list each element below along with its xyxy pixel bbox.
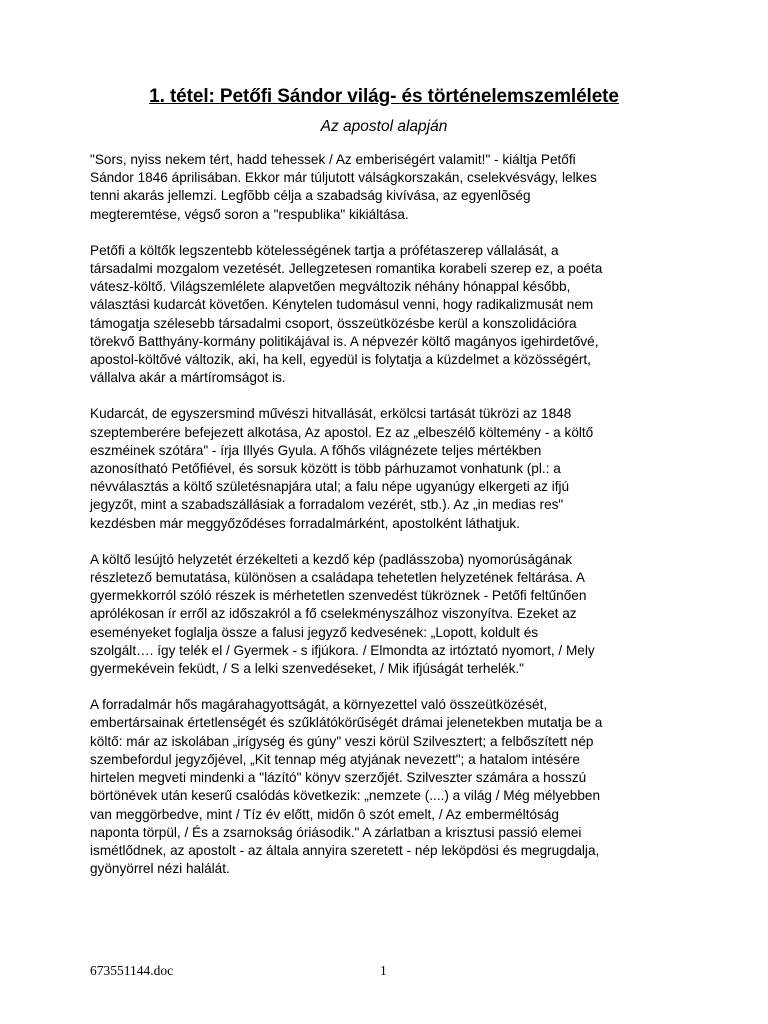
- text-line: azonosítható Petőfiével, és sorsuk között is több párhuzamot vonhatunk (pl.: a: [90, 461, 561, 477]
- text-line: embertársainak értetlenségét és szűklátókörűségét drámai jelenetekben mutatja be a: [90, 715, 603, 731]
- text-line: ismétlődnek, az apostolt - az általa annyira szeretett - nép leköpdösi és megrugdalja,: [90, 842, 600, 858]
- text-line: börtönévek után keserű csalódás következik: „nemzete (....) a világ / Még mélyebben: [90, 788, 601, 804]
- text-line: Kudarcát, de egyszersmind művészi hitvallását, erkölcsi tartását tükrözi az 1848: [90, 406, 572, 422]
- paragraph: [90, 242, 684, 388]
- text-line: hirtelen megveti mindenki a "lázító" könyv szerzőjét. Szilveszter számára a hosszú: [90, 770, 587, 786]
- text-line: gyermekévein feküdt, / S a lelki szenvedéseket, / Mik ifjúságát terhelék.": [90, 661, 524, 677]
- text-line: megteremtése, végső soron a "respublika" kikiáltása.: [90, 206, 409, 222]
- page-title: 1. tétel: Petőfi Sándor világ- és történelemszemlélete: [149, 86, 619, 107]
- footer-filename: 673551144.doc: [90, 963, 174, 978]
- text-line: gyönyörrel nézi halálát.: [90, 861, 230, 877]
- footer-page-number: 1: [380, 963, 387, 978]
- text-line: részletező bemutatása, különösen a családapa tehetetlen helyzetének feltárása. A: [90, 570, 585, 586]
- text-line: tenni akarás jellemzi. Legfõbb célja a szabadság kivívása, az egyenlõség: [90, 188, 531, 204]
- text-line: jegyzőt, mint a szabadszállásiak a forradalom vezérét, stb.). Az „in medias res": [90, 497, 564, 513]
- text-line: apostol-költővé változik, aki, ha kell, egyedül is folytatja a küzdelmet a közösségért,: [90, 352, 591, 368]
- paragraph: [90, 696, 684, 878]
- text-line: A költő lesújtó helyzetét érzékelteti a kezdő kép (padlásszoba) nyomorúságának: [90, 551, 573, 567]
- text-line: aprólékosan ír erről az időszakról a fő cselekményszálhoz viszonyítva. Ezeket az: [90, 606, 577, 622]
- text-line: választási kudarcát követően. Kénytelen tudomásul venni, hogy radikalizmusát nem: [90, 297, 594, 313]
- text-line: gyermekkorról szóló részek is mérhetetlen szenvedést tükröznek - Petőfi feltűnően: [90, 588, 587, 604]
- text-line: szeptemberére befejezett alkotása, Az apostol. Ez az „elbeszélő költemény - a költő: [90, 424, 594, 440]
- paragraph: [90, 151, 684, 224]
- text-line: támogatja szélesebb társadalmi csoport, összeütközésbe kerül a konszolidációra: [90, 315, 577, 331]
- text-line: vátesz-költő. Világszemlélete alapvetően megváltozik néhány hónappal később,: [90, 279, 571, 295]
- text-line: szolgált…. így telék el / Gyermek - s ifjúkora. / Elmondta az irtóztató nyomort, / Mely: [90, 642, 595, 658]
- paragraph: [90, 405, 684, 532]
- text-line: van meggörbedve, mint / Tíz év előtt, midőn ô szót emelt, / Az emberméltóság: [90, 806, 559, 822]
- text-line: kezdésben már meggyőződéses forradalmárként, apostolként láthatjuk.: [90, 515, 520, 531]
- text-line: eseményeket foglalja össze a falusi jegyző kedvesének: „Lopott, koldult és: [90, 624, 539, 640]
- text-line: naponta törpül, / És a zsarnokság óriásodik." A zárlatban a krisztusi passió elemei: [90, 824, 582, 840]
- text-line: A forradalmár hős magárahagyottságát, a környezettel való összeütközését,: [90, 697, 548, 713]
- document-body: [90, 151, 684, 896]
- text-line: Sándor 1846 áprilisában. Ekkor már túljutott válságkorszakán, cselekvésvágy, lelkes: [90, 170, 597, 186]
- text-line: névválasztás a költő születésnapjára utal; a falu népe ugyanúgy elkergeti az ifjú: [90, 479, 570, 495]
- page-subtitle: Az apostol alapján: [320, 118, 448, 135]
- text-line: költő: már az iskolában „irígység és gúny" veszi körül Szilvesztert; a felbőszített nép: [90, 733, 594, 749]
- paragraph: [90, 551, 684, 678]
- text-line: vállalva akár a mártíromságot is.: [90, 370, 286, 386]
- text-line: "Sors, nyiss nekem tért, hadd tehessek / Az emberiségért valamit!" - kiáltja Petőfi: [90, 152, 576, 167]
- text-line: törekvő Batthyány-kormány politikájával is. A népvezér költő magányos igehirdetővé,: [90, 333, 599, 349]
- text-line: eszméinek szótára" - írja Illyés Gyula. A főhős világnézete teljes mértékben: [90, 442, 542, 458]
- text-line: szembefordul jegyzőjével, „Kit tennap még atyjának nevezett"; a hatalom intésére: [90, 751, 580, 767]
- text-line: társadalmi mozgalom vezetését. Jellegzetesen romantika korabeli szerep ez, a poéta: [90, 261, 603, 277]
- text-line: Petőfi a költők legszentebb kötelességének tartja a prófétaszerep vállalását, a: [90, 242, 559, 258]
